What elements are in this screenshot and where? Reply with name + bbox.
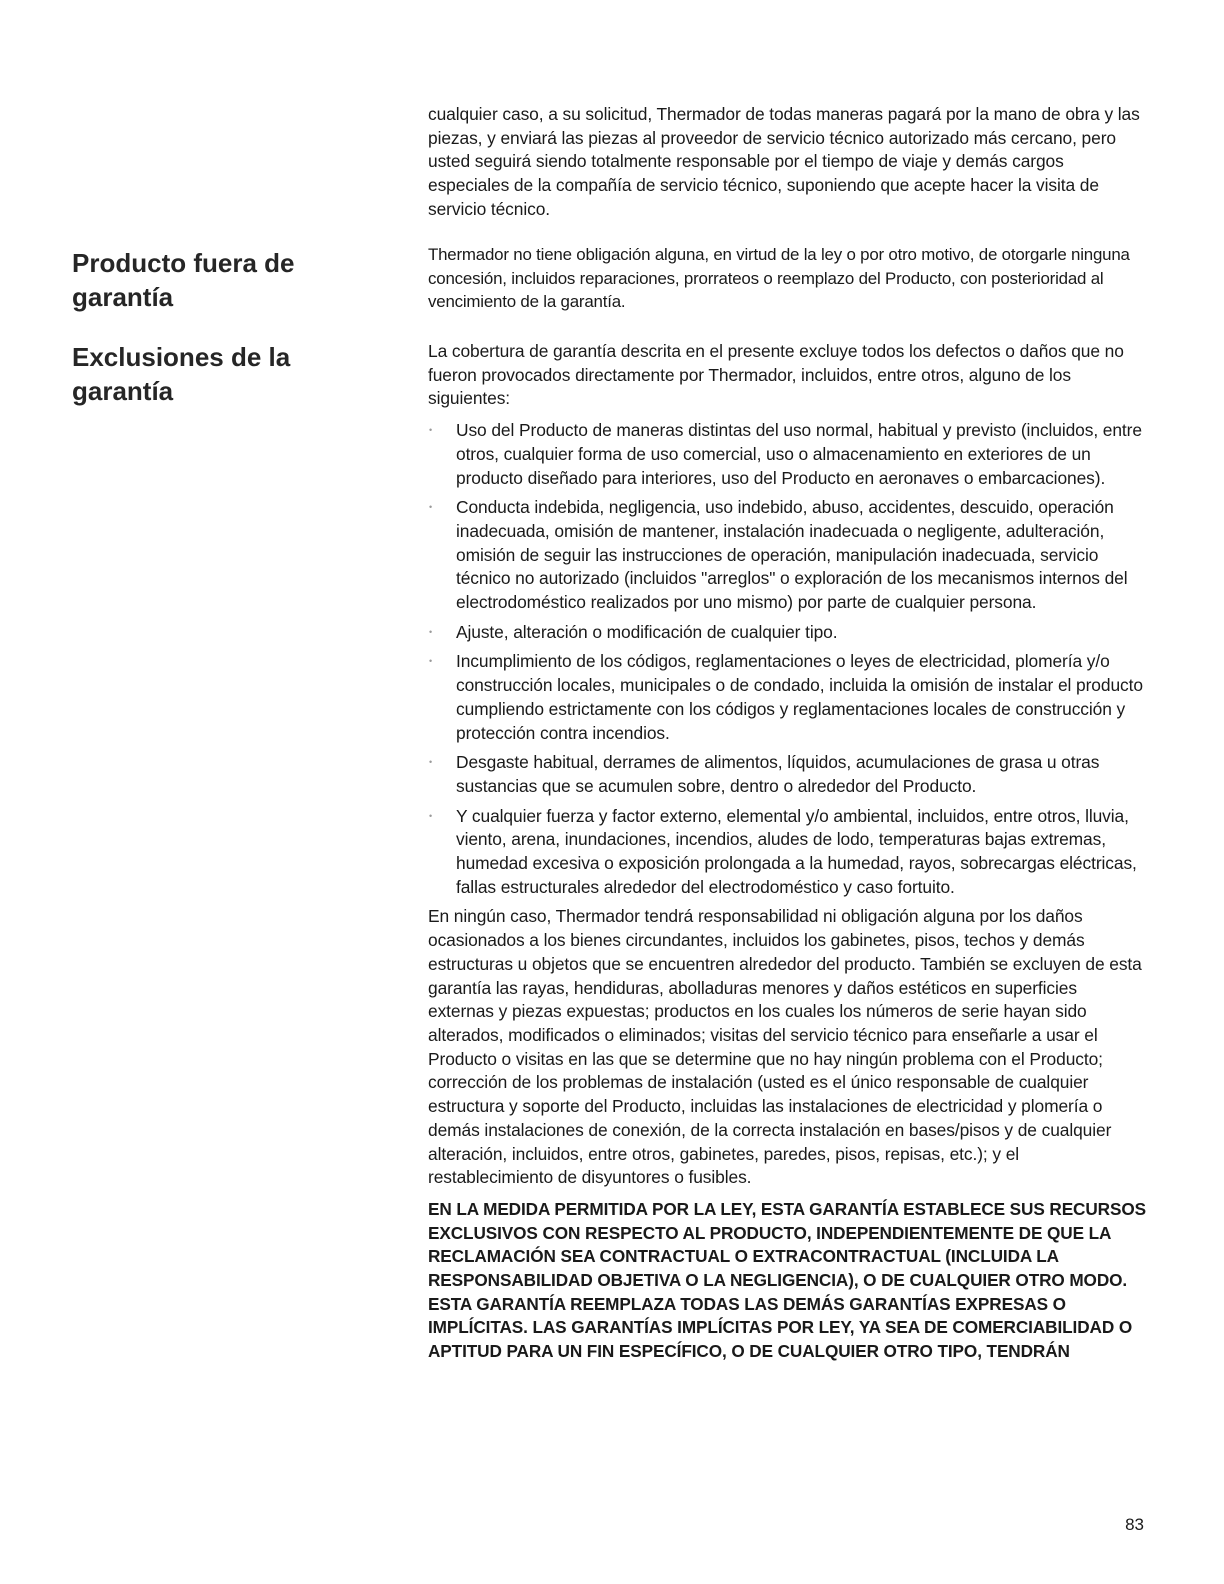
list-item-text: Y cualquier fuerza y factor externo, elemental y/o ambiental, incluidos, entre otros, lluvia, viento, arena, inundaciones, incendios, aludes de lodo, temperaturas bajas extremas, humedad excesiva o exposición prolongada a la humedad, rayos, sobrecargas eléctricas, fallas estructurales alrededor del electrodoméstico y caso fortuito. (456, 805, 1137, 897)
list-item-text: Ajuste, alteración o modificación de cualquier tipo. (456, 621, 838, 642)
exclusions-list (428, 419, 1146, 899)
exclusiones-paragraph: En ningún caso, Thermador tendrá responsabilidad ni obligación alguna por los daños ocasionados a los bienes circundantes, incluidos los gabinetes, pisos, techos y demás estructuras u objetos que se encuentren alrededor del producto. También se excluyen de esta garantía las rayas, hendiduras, abolladuras menores y daños estéticos en superficies externas y piezas expuestas; productos en los cuales los números de serie hayan sido alterados, modificados o eliminados; visitas del servicio técnico para enseñarle a usar el Producto o visitas en las que se determine que no hay ningún problema con el Producto; corrección de los problemas de instalación (usted es el único responsable de cualquier estructura y soporte del Producto, incluidas las instalaciones de electricidad y plomería o demás instalaciones de conexión, de la correcta instalación en bases/pisos y de cualquier alteración, incluidos, entre otros, gabinetes, paredes, pisos, repisas, etc.); y el restablecimiento de disyuntores o fusibles. (428, 906, 1142, 1188)
list-item (428, 419, 1146, 490)
bullet-icon: • (429, 656, 433, 667)
list-item (428, 621, 1146, 645)
exclusiones-intro: La cobertura de garantía descrita en el presente excluye todos los defectos o daños que no fueron provocados directamente por Thermador, incluidos, entre otros, alguno de los siguientes: (428, 341, 1124, 409)
list-item (428, 751, 1146, 798)
list-item-text: Conducta indebida, negligencia, uso indebido, abuso, accidentes, descuido, operación inadecuada, omisión de mantener, instalación inadecuada o negligente, adulteración, omisión de seguir las instrucciones de operación, manipulación inadecuada, servicio técnico no autorizado (incluidos "arreglos" o exploración de los mecanismos internos del electrodoméstico realizados por uno mismo) por parte de cualquier persona. (456, 497, 1128, 613)
intro-paragraph-block (428, 103, 1146, 222)
list-item (428, 805, 1146, 900)
fuera-de-garantia-text: Thermador no tiene obligación alguna, en virtud de la ley o por otro motivo, de otorgarle ninguna concesión, incluidos reparaciones, prorrateos o reemplazo del Producto, con posterioridad al vencimiento de la garantía. (428, 245, 1130, 312)
page-number: 83 (1125, 1515, 1144, 1534)
exclusiones-block (428, 340, 1146, 1364)
heading-producto-fuera-de-garantia: Producto fuera de garantía (72, 248, 295, 312)
intro-paragraph: cualquier caso, a su solicitud, Thermador de todas maneras pagará por la mano de obra y las piezas, y enviará las piezas al proveedor de servicio técnico autorizado más cercano, pero usted seguirá siendo totalmente responsable por el tiempo de viaje y demás cargos especiales de la compañía de servicio técnico, suponiendo que acepte hacer la visita de servicio técnico. (428, 104, 1140, 219)
list-item-text: Uso del Producto de maneras distintas del uso normal, habitual y previsto (incluidos, entre otros, cualquier forma de uso comercial, uso o almacenamiento en exteriores de un producto diseñado para interiores, uso del Producto en aeronaves o embarcaciones). (456, 420, 1142, 488)
bullet-icon: • (429, 425, 433, 436)
list-item-text: Desgaste habitual, derrames de alimentos, líquidos, acumulaciones de grasa u otras sustancias que se acumulen sobre, dentro o alrededor del Producto. (456, 752, 1100, 796)
bullet-icon: • (429, 502, 433, 513)
heading-exclusiones-de-la-garantia: Exclusiones de la garantía (72, 342, 291, 406)
list-item (428, 650, 1146, 745)
bullet-icon: • (429, 810, 433, 821)
bullet-icon: • (429, 626, 433, 637)
fuera-de-garantia-block (428, 243, 1146, 314)
list-item (428, 496, 1146, 615)
list-item-text: Incumplimiento de los códigos, reglamentaciones o leyes de electricidad, plomería y/o construcción locales, municipales o de condado, incluida la omisión de instalar el producto cumpliendo estrictamente con los códigos y reglamentaciones locales de construcción y protección contra incendios. (456, 651, 1143, 743)
bullet-icon: • (429, 757, 433, 768)
warranty-disclaimer-caps: EN LA MEDIDA PERMITIDA POR LA LEY, ESTA GARANTÍA ESTABLECE SUS RECURSOS EXCLUSIVOS CON RESPECTO AL PRODUCTO, INDEPENDIENTEMENTE DE QUE LA RECLAMACIÓN SEA CONTRACTUAL O EXTRACONTRACTUAL (INCLUIDA LA RESPONSABILIDAD OBJETIVA O LA NEGLIGENCIA), O DE CUALQUIER OTRO MODO. ESTA GARANTÍA REEMPLAZA TODAS LAS DEMÁS GARANTÍAS EXPRESAS O IMPLÍCITAS. LAS GARANTÍAS IMPLÍCITAS POR LEY, YA SEA DE COMERCIABILIDAD O APTITUD PARA UN FIN ESPECÍFICO, O DE CUALQUIER OTRO TIPO, TENDRÁN (428, 1198, 1146, 1362)
